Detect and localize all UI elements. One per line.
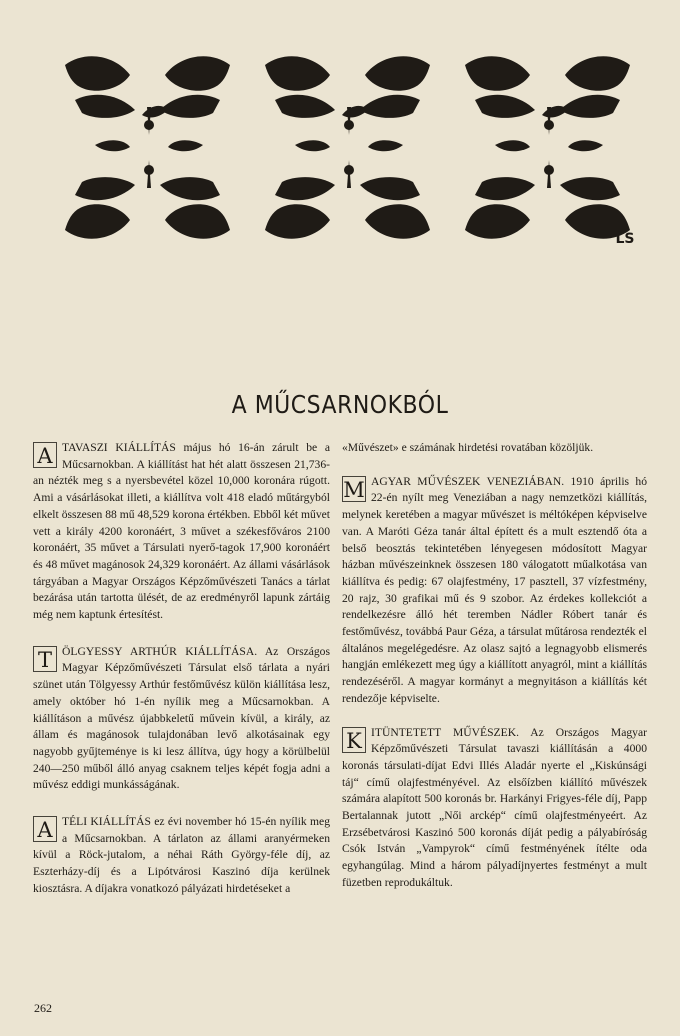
right-column bbox=[342, 440, 647, 909]
page-title: A MŰCSARNOKBÓL bbox=[231, 390, 449, 420]
dropcap bbox=[33, 816, 57, 842]
dropcap bbox=[33, 442, 57, 468]
article-text: TÉLI KIÁLLÍTÁS ez évi november hó 15-én nyílik meg a Műcsarnokban. A tárlaton az állami aranyérmeken kívül a Röck-jutalom, a néhai Ráth György-féle díj, az Eszterházy-díj és a Lipótvárosi Kaszinó díja kerülnek kiosztásra. A díjakra vonatkozó pályázati hirdetéseket a bbox=[33, 815, 330, 895]
article-text: ÖLGYESSY ARTHÚR KIÁLLÍTÁSA. Az Országos Magyar Képzőművészeti Társulat első tárlata a nyári szünet után Tölgyessy Arthúr festőművész külön kiállítása lesz, amely október hó 1-én nyílik meg a Műcsarnokban. A kiállításon a művész újabbkeletű művein kívül, a király, az állam és magánosok tulajdonában levő alkotásainak egy nagyobb gyűjteménye is ki lesz állítva, úgy hogy a körülbelül 240—250 műből álló anyag csaknem teljes képét fogja adni a művész eddigi munkásságának. bbox=[33, 644, 330, 792]
dropcap bbox=[342, 476, 366, 502]
svg-text:T: T bbox=[37, 647, 53, 672]
ornament-header bbox=[50, 45, 640, 250]
svg-text:K: K bbox=[346, 728, 362, 753]
article-kituntetett bbox=[342, 725, 647, 892]
dropcap bbox=[33, 646, 57, 672]
article-text: TAVASZI KIÁLLÍTÁS május hó 16-án zárult be a Műcsarnokban. A kiállítást hat hét alatt összesen 21,736-an nézték meg s a nyersbevétel közel 10,000 koronára rúgott. Ami a vásárlásokat illeti, a kiállítva volt 418 eladó műtárgyból elkelt összesen 88 mű 48,529 korona értékben. Ebből két művet vett a király 4200 koronáért, 3 művet a székesfőváros 2100 koronáért, 35 művet a Társulati nyerő-tagok 17,900 koronáért és 48 művet magánosok 24,329 koronáért. Az állami vásárlások tárgyában a Magyar Országos Képzőművészeti Tanács a tárlat bezárása után tartotta ülését, de az eredményről lapunk zártáig még nem kaptunk értesítést. bbox=[33, 441, 330, 622]
svg-text:A: A bbox=[37, 818, 53, 843]
svg-text:M: M bbox=[343, 477, 365, 502]
article-tolgyessy bbox=[33, 644, 330, 794]
left-column bbox=[33, 440, 330, 918]
article-text: AGYAR MŰVÉSZEK VENEZIÁBAN. 1910 április hó 22-én nyílt meg Veneziában a nagy nemzetközi kiállítás, melynek keretében a magyar művészet is méltóképen képviselve van. A Maróti Géza tanár által épített és a mult esztendő óta a belső beosztás tekintetében lényegesen módosított Magyar házban művészeinknek összesen 180 válogatott műalkotása van kiállítva és pedig: 67 olajfestmény, 17 pasztell, 37 vízfestmény, 20 rajz, 30 grafikai mű és 9 szobor. Az érdekes kollekciót a rendelkezésre álló hét teremben Nádler Róbert tanár és festőművész, továbbá Paur Géza, a társulat műtárosa rendezték el általános megelégedésre. Az olasz sajtó a legnagyobb elismerés hangján emlékezett meg úgy a kiállított anyagról, mint a kiállítás rendezéséről. A magyar kormányt a megnyitáson a kiállítás két rendezője képviselte. bbox=[342, 474, 647, 705]
svg-text:A: A bbox=[37, 444, 53, 468]
dropcap bbox=[342, 727, 366, 753]
article-teli-kiallitas bbox=[33, 814, 330, 898]
article-continuation: «Művészet» e számának hirdetési rovatában közöljük. bbox=[342, 441, 594, 454]
page-number: 262 bbox=[34, 1001, 52, 1015]
article-tavaszi-kiallitas bbox=[33, 440, 330, 624]
monogram: LS bbox=[615, 231, 635, 247]
article-venezia bbox=[342, 474, 647, 708]
article-text: ITÜNTETETT MŰVÉSZEK. Az Országos Magyar Képzőművészeti Társulat tavaszi kiállításán a 4000 koronás társulati-díjat Edvi Illés Aladár nyerte el „Kiskúnsági táj“ című olajfestményével. Az elsőízben kiállító művészek számára alapított 500 koronás br. Harkányi Frigyes-féle díj, Papp Bertalannak jutott „Női arckép“ című olajfestményeért. Az Erzsébetvárosi Kaszinó 500 koronás díját pedig a pályabíróság Csók István „Vampyrok“ című festményének ítélte oda egyhangúlag. Mind a három pályadíjnyertes festményt a mult füzetben reprodukáltuk. bbox=[342, 725, 647, 889]
